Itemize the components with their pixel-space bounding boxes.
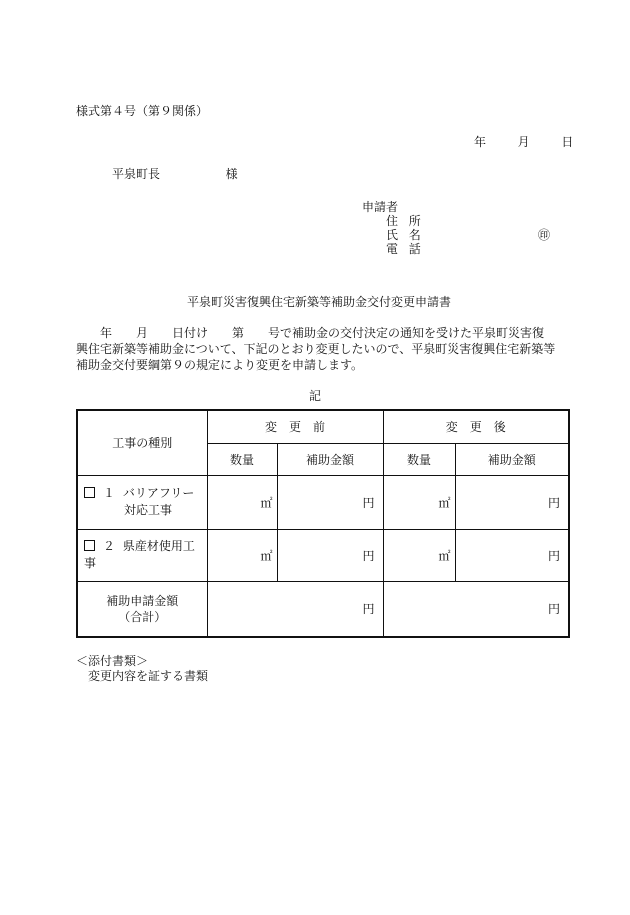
before-amount-unit: 円 [277,475,383,529]
item-cell-barrier-free [77,475,207,529]
after-qty-header: 数量 [383,443,455,475]
body-line: 興住宅新築等補助金について、下記のとおり変更したいので、平泉町災害復興住宅新築等 [76,342,556,356]
before-qty-header: 数量 [207,443,277,475]
addressee-honorific: 様 [225,167,238,181]
addressee-title: 平泉町長 [112,167,161,181]
checkbox-barrier-free[interactable] [84,487,95,498]
item-number: １ [103,486,116,500]
form-number: 様式第４号（第９関係） [76,104,209,118]
after-header: 変 更 後 [383,410,569,443]
date-day-label: 日 [561,135,574,149]
applicant-name-label: 氏名 [386,228,432,242]
item-label: 県産材使用工事 [84,539,195,570]
total-label: 補助申請金額 [106,593,179,608]
after-amount-header: 補助金額 [455,443,569,475]
date-line [474,133,573,150]
after-amount-unit: 円 [455,475,569,529]
date-month-label: 月 [517,135,530,149]
document-title: 平泉町災害復興住宅新築等補助金交付変更申請書 [187,295,452,309]
before-amount-header: 補助金額 [277,443,383,475]
table-row [77,529,569,581]
body-line: 年 月 日付け 第 号で補助金の交付決定の通知を受けた平泉町災害復 [76,326,545,340]
body-paragraph [76,325,576,373]
addressee [112,165,238,182]
date-year-label: 年 [474,135,487,149]
after-total-unit: 円 [383,581,569,637]
after-amount-unit: 円 [455,529,569,581]
item-cell-local-timber [77,529,207,581]
attachments-item: 変更内容を証する書類 [88,669,209,683]
applicant-phone-label: 電話 [386,242,432,256]
total-label-sub: （合計） [118,609,167,624]
table-row-total [77,581,569,637]
before-amount-unit: 円 [277,529,383,581]
item-number: ２ [103,539,116,553]
body-line: 補助金交付要綱第９の規定により変更を申請します。 [76,358,364,372]
before-header: 変 更 前 [207,410,383,443]
applicant-address-label: 住所 [386,214,432,228]
before-qty-unit: ㎡ [207,475,277,529]
after-qty-unit: ㎡ [383,529,455,581]
attachments-heading: ＜添付書類＞ [76,654,149,668]
applicant-heading: 申請者 [362,200,399,214]
work-type-header: 工事の種別 [77,410,207,475]
total-label-cell [77,581,207,637]
before-total-unit: 円 [207,581,383,637]
after-qty-unit: ㎡ [383,475,455,529]
ki-label: 記 [309,389,322,403]
item-label-continued: 対応工事 [124,503,173,517]
table-row [77,475,569,529]
change-table [76,409,570,638]
seal-mark: ㊞ [538,228,551,242]
checkbox-local-timber[interactable] [84,540,95,551]
before-qty-unit: ㎡ [207,529,277,581]
item-label: バリアフリー [122,486,195,500]
